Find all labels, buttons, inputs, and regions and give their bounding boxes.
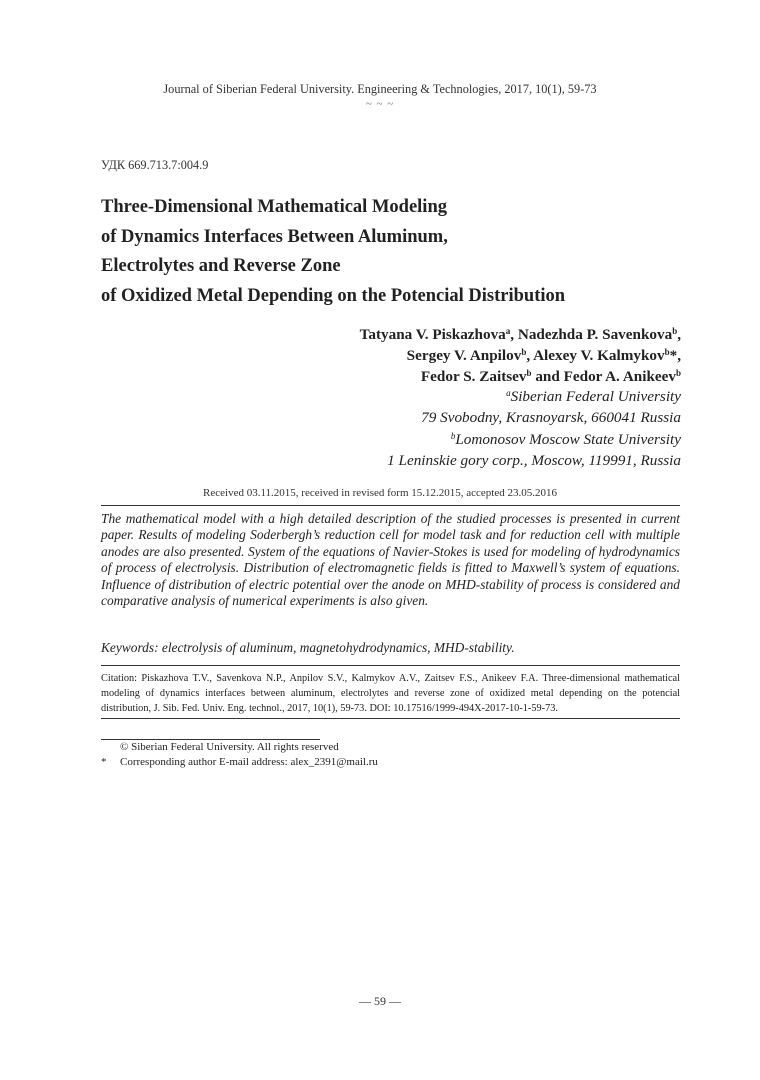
abstract: The mathematical model with a high detailed description of the studied processes is presented in current paper. Results of modeling Soderbergh’s reduction cell for model task and for reduction cell with multiple anodes are also presented. System of the equations of Navier-Stokes is used for modeling of hydrodynamics of process of electrolysis. Distribution of electromagnetic fields is fitted to Maxwell’s system of equations. Influence of distribution of electric potential over the anode on MHD-stability of process is considered and comparative analysis of numerical experiments is also given. [101,511,680,609]
keywords: Keywords: electrolysis of aluminum, magnetohydrodynamics, MHD-stability. [101,640,515,655]
affiliation-marker: b [521,347,527,357]
author-name: Alexey V. Kalmykov [533,347,665,364]
affiliation-name: Siberian Federal University [510,388,681,405]
title-line: Three-Dimensional Mathematical Modeling [101,197,447,217]
journal-header: Journal of Siberian Federal University. Engineering & Technologies, 2017, 10(1), 59-73 [163,82,597,96]
affiliation-marker: b [450,430,456,441]
title-line: of Dynamics Interfaces Between Aluminum, [101,226,448,247]
author-separator: and [531,368,564,385]
copyright-note [101,741,339,753]
copyright-text: © Siberian Federal University. All rights reserved [120,741,339,753]
affiliation-address: 1 Leninskie gory corp., Moscow, 119991, Russia [387,451,681,469]
author-name: Fedor A. Anikeev [563,368,676,385]
affiliation-name: Lomonosov Moscow State University [455,430,681,448]
author-separator: , [677,326,681,343]
header-ornament: ~ ~ ~ [365,98,395,110]
affiliation-marker: b [664,347,670,357]
affiliation-marker: a [505,326,511,336]
footnote-divider [101,739,320,740]
author-name: Tatyana V. Piskazhova [359,326,506,343]
author-name: Sergey V. Anpilov [406,347,522,364]
divider [101,505,680,506]
affiliations [387,386,681,471]
affiliation-marker: b [526,368,532,378]
citation: Citation: Piskazhova T.V., Savenkova N.P., Anpilov S.V., Kalmykov A.V., Zaitsev F.S., Anikeev F.A. Three-dimensional mathematical modeling of dynamics interfaces between aluminum, electrolytes and reverse zone of oxidized metal depending on the potencial distribution, J. Sib. Fed. Univ. Eng. technol., 2017, 10(1), 59-73. DOI: 10.17516/1999-494X-2017-10-1-59-73. [101,673,680,714]
affiliation-marker: a [506,388,511,398]
title-line: of Oxidized Metal Depending on the Potencial Distribution [101,285,566,306]
corresponding-note [101,756,378,768]
corresponding-mark: *, [669,347,681,364]
footnote-star: * [101,756,107,768]
author-name: Nadezhda P. Savenkova [517,326,673,343]
divider [101,665,680,666]
author-separator: , [510,326,518,343]
paper-title [101,193,565,311]
title-line: Electrolytes and Reverse Zone [101,256,341,276]
author-list [360,324,681,387]
corresponding-email: Corresponding author E-mail address: alex_2391@mail.ru [120,756,378,768]
page-number: — 59 — [359,994,401,1008]
divider [101,718,680,719]
author-separator: , [526,347,534,364]
affiliation-address: 79 Svobodny, Krasnoyarsk, 660041 Russia [421,409,681,427]
udk-code: УДК 669.713.7:004.9 [101,158,209,172]
affiliation-marker: b [672,326,678,336]
author-name: Fedor S. Zaitsev [420,368,527,385]
received-dates: Received 03.11.2015, received in revised form 15.12.2015, accepted 23.05.2016 [203,487,557,499]
affiliation-marker: b [675,368,681,378]
